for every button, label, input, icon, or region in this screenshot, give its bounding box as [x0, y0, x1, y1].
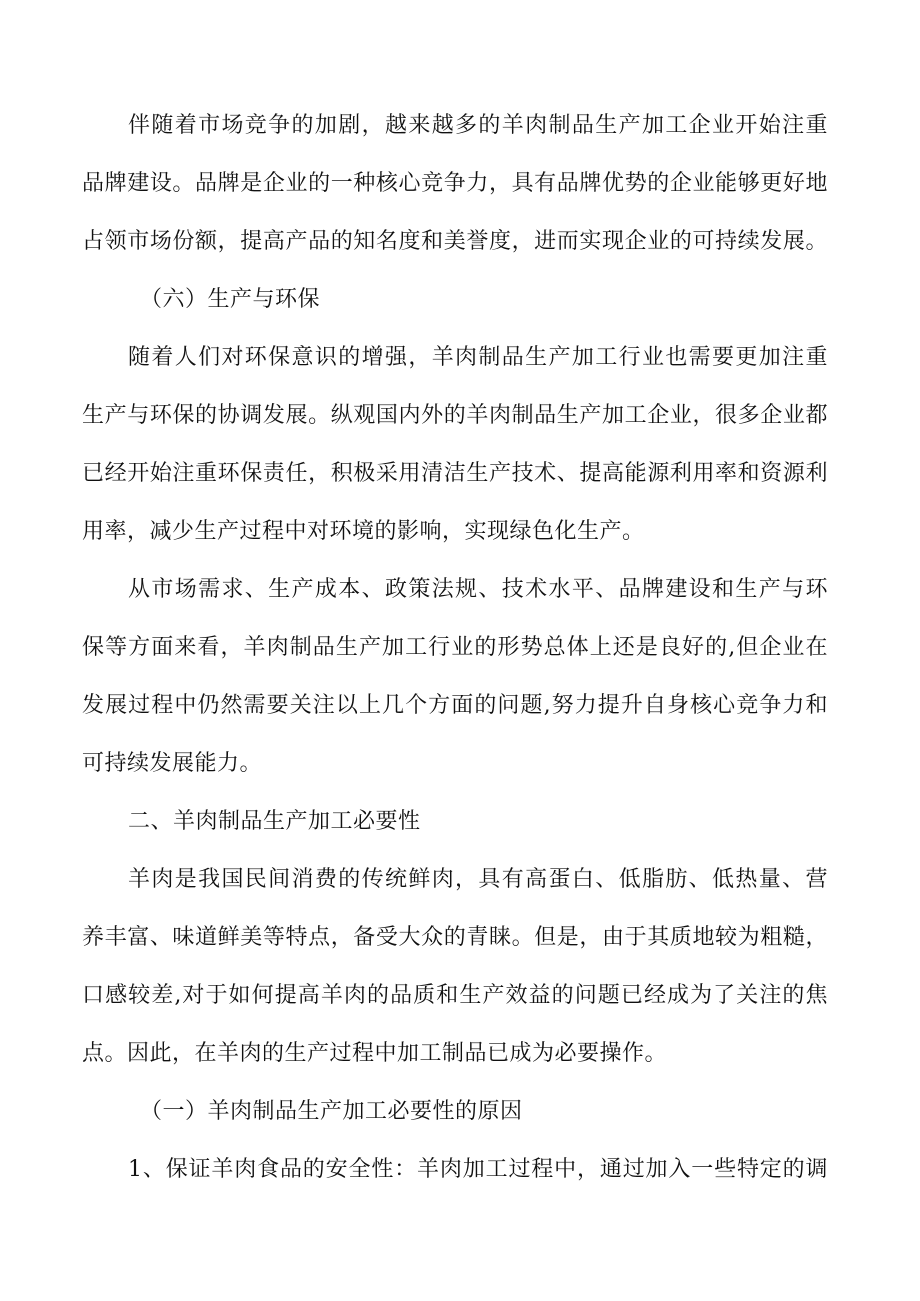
- paragraph-2-line-3: 已经开始注重环保责任，积极采用清洁生产技术、提高能源利用率和资源利: [82, 461, 828, 486]
- paragraph-1-line-2: 品牌建设。品牌是企业的一种核心竞争力，具有品牌优势的企业能够更好地: [82, 171, 828, 196]
- paragraph-4-line-2: 养丰富、味道鲜美等特点，备受大众的青睐。但是，由于其质地较为粗糙，: [82, 925, 828, 950]
- paragraph-1-line-3: 占领市场份额，提高产品的知名度和美誉度，进而实现企业的可持续发展。: [82, 229, 828, 254]
- paragraph-3-line-3: 发展过程中仍然需要关注以上几个方面的问题,努力提升自身核心竞争力和: [82, 693, 828, 718]
- paragraph-4-line-1: 羊肉是我国民间消费的传统鲜肉，具有高蛋白、低脂肪、低热量、营: [128, 867, 828, 892]
- section-heading-2: 二、羊肉制品生产加工必要性: [128, 809, 421, 834]
- paragraph-1-line-1: 伴随着市场竞争的加剧，越来越多的羊肉制品生产加工企业开始注重: [128, 113, 828, 138]
- section-heading-1: （一）羊肉制品生产加工必要性的原因: [140, 1099, 523, 1124]
- paragraph-3-line-4: 可持续发展能力。: [82, 751, 263, 776]
- paragraph-4-line-3: 口感较差,对于如何提高羊肉的品质和生产效益的问题已经成为了关注的焦: [82, 983, 828, 1008]
- paragraph-2-line-4: 用率，减少生产过程中对环境的影响，实现绿色化生产。: [82, 519, 645, 544]
- paragraph-2-line-1: 随着人们对环保意识的增强，羊肉制品生产加工行业也需要更加注重: [128, 345, 828, 370]
- paragraph-3-line-1: 从市场需求、生产成本、政策法规、技术水平、品牌建设和生产与环: [128, 577, 828, 602]
- paragraph-3-line-2: 保等方面来看，羊肉制品生产加工行业的形势总体上还是良好的,但企业在: [82, 635, 828, 660]
- section-heading-6: （六）生产与环保: [140, 287, 321, 312]
- paragraph-2-line-2: 生产与环保的协调发展。纵观国内外的羊肉制品生产加工企业，很多企业都: [82, 403, 828, 428]
- paragraph-5-line-1: 1、保证羊肉食品的安全性：羊肉加工过程中，通过加入一些特定的调: [128, 1157, 828, 1182]
- paragraph-4-line-4: 点。因此，在羊肉的生产过程中加工制品已成为必要操作。: [82, 1041, 668, 1066]
